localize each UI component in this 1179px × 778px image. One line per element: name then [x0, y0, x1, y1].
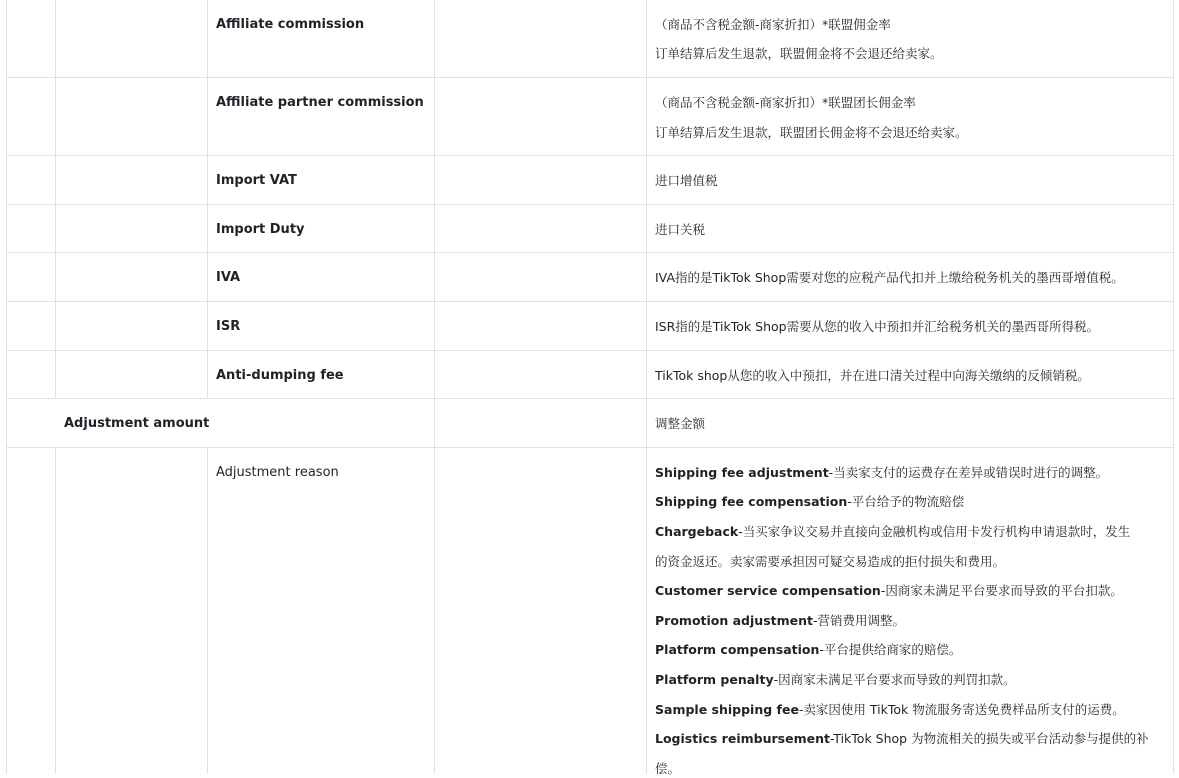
row-desc-affiliate-commission-2: 订单结算后发生退款，联盟佣金将不会退还给卖家。: [655, 46, 943, 61]
reason-text: -TikTok Shop 为物流相关的损失或平台活动参与提供的补: [829, 731, 1149, 746]
row-label-import-vat: Import VAT: [216, 173, 297, 188]
reason-term: Promotion adjustment: [655, 613, 813, 628]
reason-term: Chargeback: [655, 524, 739, 539]
row-desc-affiliate-commission-1: （商品不含税金额-商家折扣）*联盟佣金率: [655, 17, 891, 32]
reason-sample-shipping-fee: [655, 701, 1125, 719]
column-divider: [207, 447, 208, 774]
reason-chargeback-continued: 的资金返还。卖家需要承担因可疑交易造成的拒付损失和费用。: [655, 554, 1006, 569]
reason-term: Shipping fee compensation: [655, 494, 848, 509]
reason-term: Logistics reimbursement: [655, 731, 830, 746]
column-divider: [55, 447, 56, 774]
reason-text: -平台提供给商家的赔偿。: [819, 642, 962, 657]
row-divider: [6, 204, 1173, 205]
row-label-iva: IVA: [216, 270, 241, 285]
reason-customer-service-compensation: [655, 582, 1123, 600]
reason-text: -平台给予的物流赔偿: [847, 494, 965, 509]
row-desc-anti-dumping-fee: TikTok shop从您的收入中预扣，并在进口清关过程中向海关缴纳的反倾销税。: [655, 368, 1090, 383]
reason-logistics-reimbursement: [655, 730, 1149, 748]
reason-term: Shipping fee adjustment: [655, 465, 829, 480]
reason-term: Platform penalty: [655, 672, 774, 687]
row-divider: [6, 252, 1173, 253]
row-divider: [6, 301, 1173, 302]
reason-text: -卖家因使用 TikTok 物流服务寄送免费样品所支付的运费。: [798, 702, 1125, 717]
reason-text: -当卖家支付的运费存在差异或错误时进行的调整。: [828, 465, 1109, 480]
row-label-adjustment-amount: Adjustment amount: [64, 416, 210, 431]
row-divider: [6, 155, 1173, 156]
row-label-anti-dumping-fee: Anti-dumping fee: [216, 368, 344, 383]
row-desc-adjustment-amount: 调整金额: [655, 416, 706, 431]
reason-text: -营销费用调整。: [812, 613, 905, 628]
row-divider: [6, 77, 1173, 78]
row-label-isr: ISR: [216, 319, 241, 334]
reason-shipping-fee-compensation: [655, 493, 964, 511]
row-divider: [6, 350, 1173, 351]
column-divider: [55, 0, 56, 398]
row-label-adjustment-reason: Adjustment reason: [216, 465, 339, 480]
row-desc-import-vat: 进口增值税: [655, 173, 718, 188]
reason-logistics-reimbursement-continued: 偿。: [655, 761, 681, 776]
reason-text: -当买家争议交易并直接向金融机构或信用卡发行机构申请退款时，发生: [738, 524, 1131, 539]
reason-text: -因商家未满足平台要求而导致的判罚扣款。: [773, 672, 1016, 687]
reason-promotion-adjustment: [655, 612, 905, 630]
row-label-import-duty: Import Duty: [216, 222, 305, 237]
row-label-affiliate-partner-commission: Affiliate partner commission: [216, 95, 424, 110]
row-desc-affiliate-partner-commission-1: （商品不含税金额-商家折扣）*联盟团长佣金率: [655, 95, 916, 110]
row-divider: [6, 447, 1173, 448]
reason-chargeback: [655, 523, 1130, 541]
row-label-affiliate-commission: Affiliate commission: [216, 17, 365, 32]
reason-term: Sample shipping fee: [655, 702, 799, 717]
column-divider: [1173, 0, 1174, 774]
row-desc-iva: IVA指的是TikTok Shop需要对您的应税产品代扣并上缴给税务机关的墨西哥增值税。: [655, 270, 1124, 285]
column-divider: [6, 0, 7, 774]
reason-shipping-fee-adjustment: [655, 464, 1108, 482]
reason-text: -因商家未满足平台要求而导致的平台扣款。: [880, 583, 1123, 598]
column-divider: [434, 0, 435, 774]
row-desc-isr: ISR指的是TikTok Shop需要从您的收入中预扣并汇给税务机关的墨西哥所得税。: [655, 319, 1100, 334]
reason-platform-compensation: [655, 641, 961, 659]
reason-term: Customer service compensation: [655, 583, 881, 598]
reason-platform-penalty: [655, 671, 1016, 689]
column-divider: [207, 0, 208, 398]
row-desc-import-duty: 进口关税: [655, 222, 706, 237]
column-divider: [646, 0, 647, 774]
row-desc-affiliate-partner-commission-2: 订单结算后发生退款，联盟团长佣金将不会退还给卖家。: [655, 125, 968, 140]
reason-term: Platform compensation: [655, 642, 820, 657]
row-divider: [6, 398, 1173, 399]
